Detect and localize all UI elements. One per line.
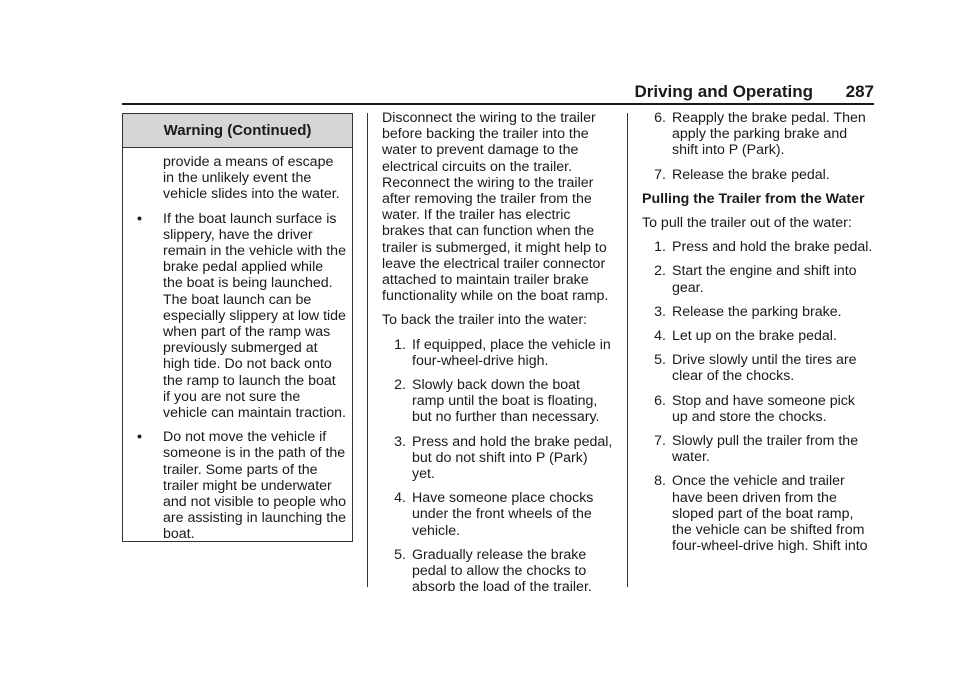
bullet-icon: • — [137, 210, 142, 227]
intro-paragraph: Disconnect the wiring to the trailer before backing the trailer into the water to prevent damage to the electrical circuits on the trailer. Reconnect the wiring to the trailer after removing the trailer from the water. If the trailer has electric brakes that can function when the trailer is submerged, it might help to leave the electrical trailer connector attached to maintain trailer brake functionality while on the boat ramp. — [382, 110, 609, 305]
list-item — [382, 434, 614, 483]
step-text: Let up on the brake pedal. — [672, 328, 837, 345]
step-number: 7. — [654, 433, 666, 450]
step-number: 4. — [394, 490, 406, 507]
step-text: Release the brake pedal. — [672, 166, 830, 183]
step-number: 2. — [654, 263, 666, 280]
step-number: 5. — [654, 352, 666, 369]
page-header — [0, 0, 960, 110]
warning-continued-text: provide a means of escape in the unlikely event the vehicle slides into the water. — [163, 154, 340, 203]
list-item — [642, 393, 874, 425]
step-text: Stop and have someone pick up and store the chocks. — [672, 392, 855, 425]
list-item — [642, 352, 874, 384]
step-number: 6. — [654, 110, 666, 126]
procedure-lead: To pull the trailer out of the water: — [642, 215, 852, 232]
warning-bullet — [137, 429, 346, 542]
step-number: 7. — [654, 166, 666, 183]
step-text: Reapply the brake pedal. Then apply the parking brake and shift into P (Park). — [672, 110, 866, 159]
column-divider — [627, 113, 628, 587]
section-subheading: Pulling the Trailer from the Water — [642, 190, 865, 207]
step-number: 1. — [394, 336, 406, 353]
step-text: Drive slowly until the tires are clear of the chocks. — [672, 352, 857, 385]
middle-column — [382, 110, 614, 603]
step-number: 1. — [654, 239, 666, 256]
step-list — [382, 337, 614, 596]
list-item — [642, 304, 874, 320]
column-divider — [367, 113, 368, 587]
warning-body — [123, 148, 352, 543]
step-number: 4. — [654, 328, 666, 345]
page-number: 287 — [845, 82, 874, 101]
warning-title: Warning (Continued) — [123, 114, 352, 148]
list-item — [642, 263, 874, 295]
list-item — [382, 377, 614, 426]
list-item — [382, 547, 614, 596]
step-number: 3. — [654, 303, 666, 320]
step-number: 3. — [394, 433, 406, 450]
step-text: Slowly pull the trailer from the water. — [672, 433, 859, 466]
step-text: Press and hold the brake pedal. — [672, 239, 873, 256]
warning-bullet-text: Do not move the vehicle if someone is in the path of the trailer. Some parts of the trailer might be underwater and not visible to people who are assisting in launching the boat. — [163, 429, 346, 543]
warning-bullet-text: If the boat launch surface is slippery, have the driver remain in the vehicle with the brake pedal applied while the boat is being launched. The boat launch can be especially slippery at low tide when part of the ramp was previously submerged at high tide. Do not back onto the ramp to launch the boat if you are not sure the vehicle can maintain traction. — [163, 210, 346, 422]
step-text: Slowly back down the boat ramp until the boat is floating, but no further than necessary. — [412, 377, 600, 426]
section-title: Driving and Operating — [634, 82, 813, 101]
list-item — [642, 328, 874, 344]
procedure-lead: To back the trailer into the water: — [382, 312, 588, 329]
step-number: 8. — [654, 473, 666, 490]
step-list — [642, 239, 874, 554]
list-item — [642, 167, 874, 183]
list-item — [642, 239, 874, 255]
step-text: Release the parking brake. — [672, 303, 842, 320]
step-list-continued — [642, 110, 874, 183]
step-text: Once the vehicle and trailer have been driven from the sloped part of the boat ramp, the vehicle can be shifted from four-wheel-drive high. Shift into — [672, 473, 868, 555]
list-item — [642, 473, 874, 554]
warning-bullet — [137, 211, 346, 422]
list-item — [382, 337, 614, 369]
step-number: 6. — [654, 392, 666, 409]
step-text: If equipped, place the vehicle in four-wheel-drive high. — [412, 336, 611, 369]
right-column — [642, 110, 874, 562]
step-text: Gradually release the brake pedal to allow the chocks to absorb the load of the trailer. — [412, 546, 592, 596]
list-item — [642, 110, 874, 159]
list-item — [642, 433, 874, 465]
step-text: Press and hold the brake pedal, but do not shift into P (Park) yet. — [412, 433, 613, 483]
step-text: Have someone place chocks under the front wheels of the vehicle. — [412, 490, 594, 539]
header-rule — [122, 103, 874, 105]
step-number: 2. — [394, 377, 406, 394]
step-number: 5. — [394, 546, 406, 563]
warning-box — [122, 113, 353, 542]
list-item — [382, 490, 614, 539]
bullet-icon: • — [137, 429, 142, 446]
step-text: Start the engine and shift into gear. — [672, 263, 857, 296]
